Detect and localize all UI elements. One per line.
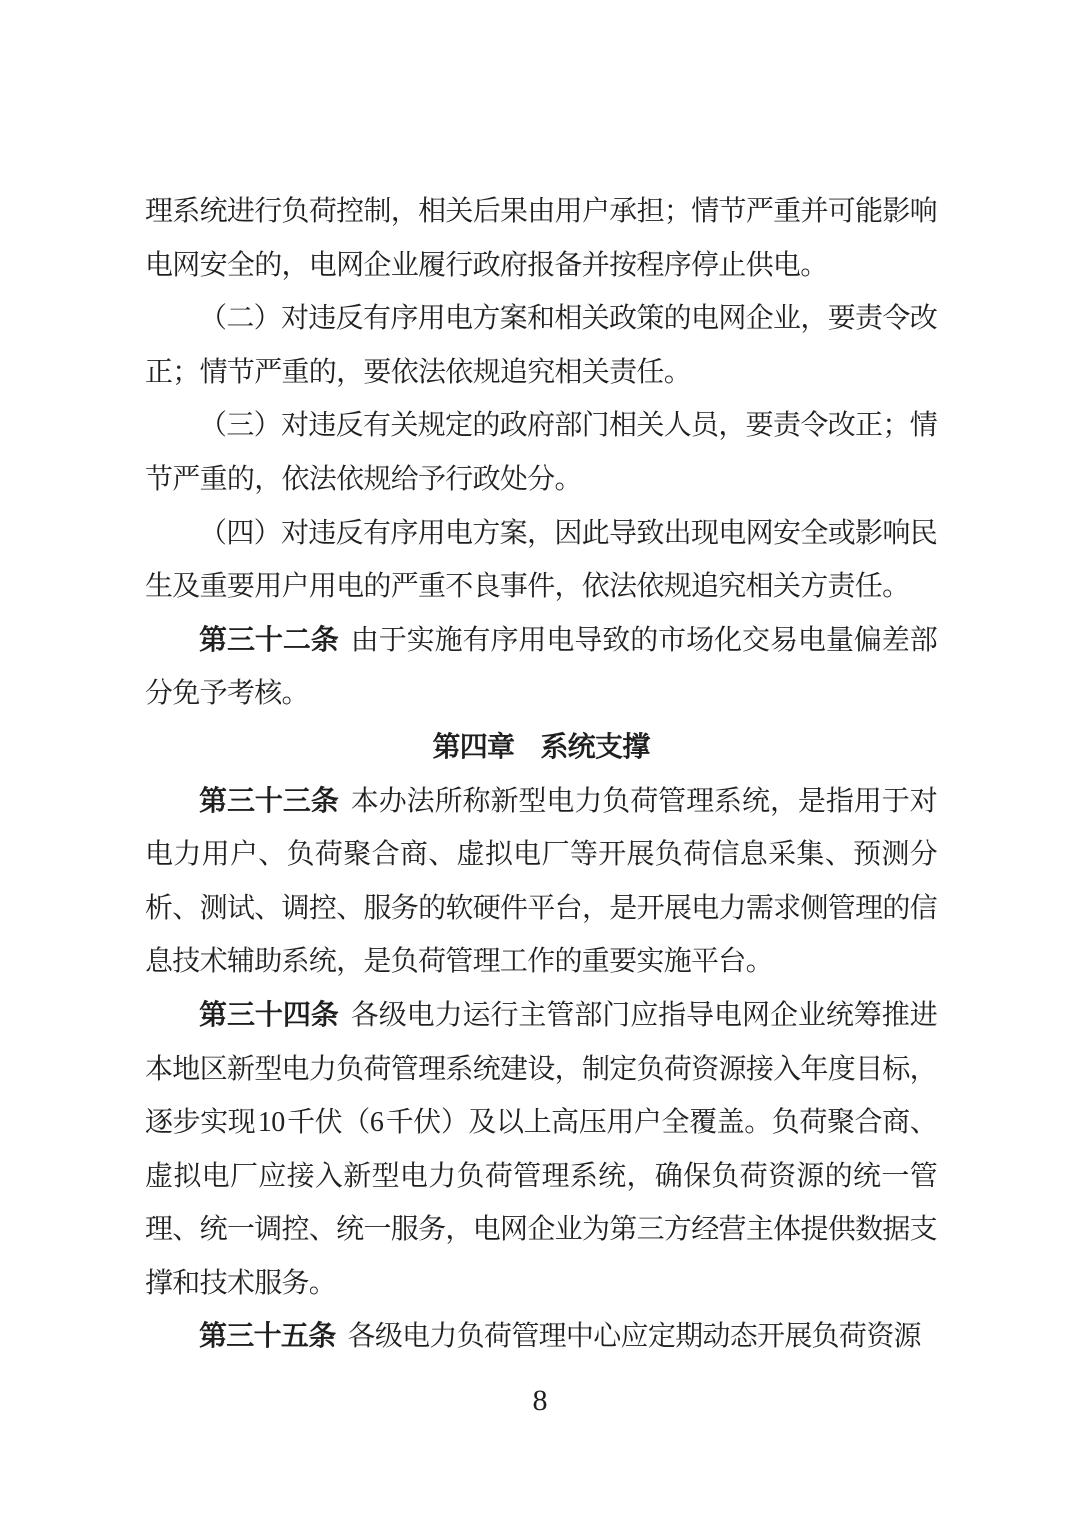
article-number: 第三十四条: [199, 999, 339, 1031]
document-body: [145, 185, 937, 1364]
paragraph-text: 由于实施有序用电导致的市场化交易电量偏差部分免予考核。: [145, 624, 937, 710]
paragraph: [145, 775, 937, 989]
paragraph: [145, 507, 937, 614]
paragraph-text: 理系统进行负荷控制，相关后果由用户承担；情节严重并可能影响电网安全的，电网企业履行政府报备并按程序停止供电。: [145, 196, 937, 281]
chapter-heading: [145, 721, 937, 775]
paragraph-text: 各级电力负荷管理中心应定期动态开展负荷资源: [347, 1321, 921, 1353]
chapter-title: 系统支撑: [540, 731, 650, 763]
paragraph-text: （三）对违反有关规定的政府部门相关人员，要责令改正；情节严重的，依法依规给予行政处分。: [145, 410, 937, 495]
paragraph: [145, 1310, 937, 1364]
paragraph: [145, 989, 937, 1311]
page-number: 8: [532, 1384, 548, 1417]
paragraph-text: 各级电力运行主管部门应指导电网企业统筹推进本地区新型电力负荷管理系统建设，制定负荷资源接入年度目标，逐步实现 10 千伏（6 千伏）及以上高压用户全覆盖。负荷聚合商、虚拟电厂应接入新型电力负荷管理系统，确保负荷资源的统一管理、统一调控、统一服务，电网企业为第三方经营主体提供数据支撑和技术服务。: [145, 999, 937, 1299]
paragraph: [145, 399, 937, 506]
chapter-number: 第四章: [432, 731, 515, 763]
paragraph-text: 本办法所称新型电力负荷管理系统，是指用于对电力用户、负荷聚合商、虚拟电厂等开展负荷信息采集、预测分析、测试、调控、服务的软硬件平台，是开展电力需求侧管理的信息技术辅助系统，是负荷管理工作的重要实施平台。: [145, 785, 937, 978]
paragraph-text: （二）对违反有序用电方案和相关政策的电网企业，要责令改正；情节严重的，要依法依规追究相关责任。: [145, 303, 937, 388]
article-number: 第三十三条: [199, 785, 339, 817]
paragraph-text: （四）对违反有序用电方案，因此导致出现电网安全或影响民生及重要用户用电的严重不良事件，依法依规追究相关方责任。: [145, 517, 937, 603]
article-number: 第三十二条: [199, 624, 339, 656]
article-number: 第三十五条: [199, 1321, 336, 1353]
paragraph: [145, 614, 937, 721]
paragraph: [145, 292, 937, 399]
paragraph: [145, 185, 937, 292]
